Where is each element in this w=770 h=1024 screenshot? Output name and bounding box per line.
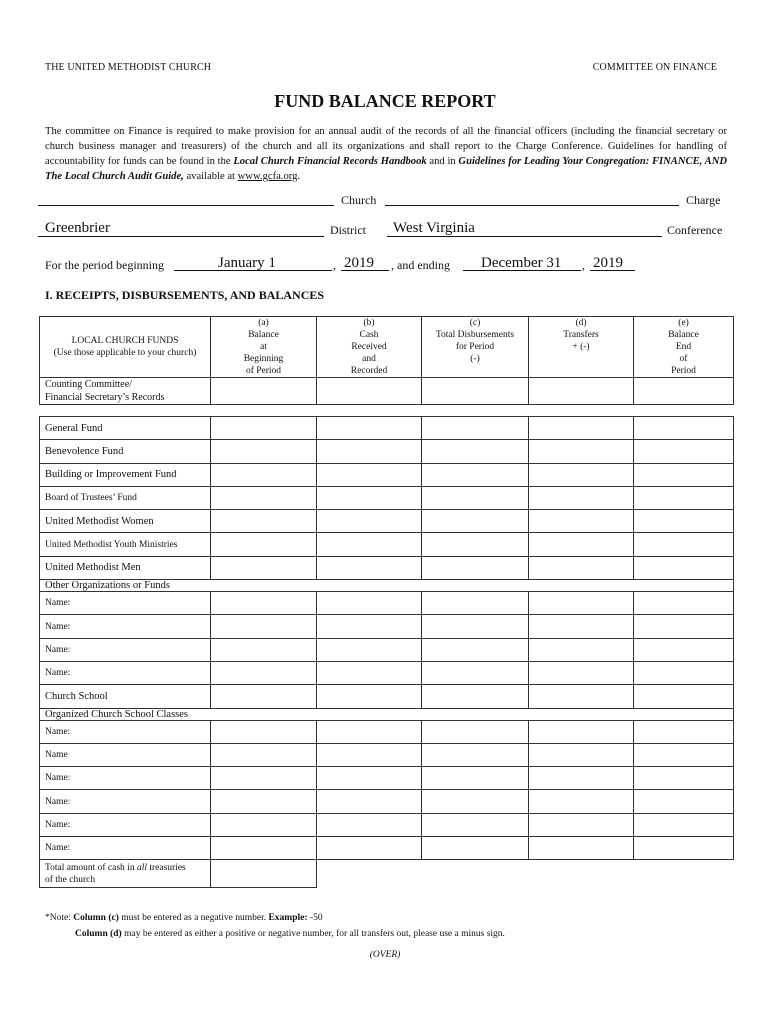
total-row [40, 860, 734, 888]
fund-name: Name: [40, 720, 211, 743]
fund-name: Name: [40, 615, 211, 638]
cell-input[interactable] [529, 486, 634, 509]
col-e-line: Balance [668, 330, 699, 340]
cell-input[interactable] [317, 615, 422, 638]
cell-input[interactable] [211, 767, 317, 790]
cell-input[interactable] [211, 813, 317, 836]
cell-input[interactable] [211, 685, 317, 708]
handbook-title: Local Church Financial Records Handbook [233, 156, 427, 167]
total-blank [317, 860, 734, 888]
end-date-value[interactable]: December 31 [481, 255, 562, 271]
cell-input[interactable] [634, 556, 734, 579]
column-a-header [211, 317, 317, 378]
charge-label: Charge [686, 193, 721, 207]
cell-input[interactable] [422, 556, 529, 579]
cell-input[interactable] [422, 767, 529, 790]
fund-name: Name: [40, 638, 211, 661]
cell-input[interactable] [317, 486, 422, 509]
cell-input[interactable] [529, 767, 634, 790]
fund-name: Other Organizations or Funds [40, 580, 734, 592]
other-orgs-subheader [40, 580, 734, 592]
table-row [40, 533, 734, 556]
cell-input[interactable] [317, 720, 422, 743]
col-a-line: at [260, 342, 267, 352]
col-b-line: Received [351, 342, 387, 352]
cell-input[interactable] [211, 615, 317, 638]
col-c-line: Total Disbursements [435, 330, 515, 340]
cell-input[interactable] [634, 813, 734, 836]
fund-name: Name: [40, 790, 211, 813]
cell-input[interactable] [422, 743, 529, 766]
cell-input[interactable] [529, 720, 634, 743]
cell-input[interactable] [529, 556, 634, 579]
table-row [40, 510, 734, 533]
cell-input[interactable] [634, 615, 734, 638]
fund-name: United Methodist Men [40, 556, 211, 579]
begin-year-value[interactable]: 2019 [344, 255, 374, 271]
col-a-line: Beginning [243, 354, 284, 364]
col-b-line: Recorded [350, 366, 388, 376]
cell-input[interactable] [317, 463, 422, 486]
note-line-1 [45, 913, 323, 923]
cell-input[interactable] [529, 638, 634, 661]
cell-input[interactable] [317, 556, 422, 579]
fund-name: Name: [40, 813, 211, 836]
district-label: District [330, 223, 366, 237]
column-c-header [422, 317, 529, 378]
cell-input[interactable] [211, 592, 317, 615]
cell-input[interactable] [422, 533, 529, 556]
cell-input[interactable] [634, 767, 734, 790]
local-funds-header-line-1: LOCAL CHURCH FUNDS [71, 336, 179, 346]
comma-1: , [333, 258, 336, 272]
table-row [40, 486, 734, 509]
cell-input[interactable] [317, 417, 422, 440]
col-d-line: + (-) [572, 342, 590, 352]
intro-paragraph [45, 124, 727, 184]
comma-2: , [582, 258, 585, 272]
cell-input[interactable] [422, 638, 529, 661]
total-text-3: of the church [45, 874, 96, 885]
cell-input[interactable] [211, 510, 317, 533]
table-row [40, 743, 734, 766]
cell-input[interactable] [422, 463, 529, 486]
begin-date-value[interactable]: January 1 [218, 255, 276, 271]
cell-input[interactable] [317, 592, 422, 615]
section-title: I. RECEIPTS, DISBURSEMENTS, AND BALANCES [45, 288, 325, 302]
cell-input[interactable] [211, 533, 317, 556]
guidelines-title: Guidelines for Leading Your Congregation: FINANCE, AND The Local Church Audit Guide, [45, 156, 728, 182]
charge-field[interactable] [385, 205, 679, 206]
cell-input[interactable] [422, 486, 529, 509]
cell-input[interactable] [211, 661, 317, 684]
intro-text-3: available at [183, 171, 238, 182]
cell-input[interactable] [634, 378, 734, 405]
cell-input[interactable] [634, 720, 734, 743]
cell-input[interactable] [634, 440, 734, 463]
page-title: FUND BALANCE REPORT [274, 91, 496, 111]
col-c-line: (c) [469, 318, 481, 328]
cell-input[interactable] [634, 486, 734, 509]
col-e-line: End [675, 342, 692, 352]
funds-table-rows [40, 417, 734, 888]
column-b-header [317, 317, 422, 378]
cell-input[interactable] [529, 417, 634, 440]
period-label: For the period beginning [45, 258, 164, 272]
cell-input[interactable] [634, 533, 734, 556]
cell-input[interactable] [529, 743, 634, 766]
cell-input[interactable] [529, 813, 634, 836]
cell-input[interactable] [211, 378, 317, 405]
total-text-all: all [136, 862, 147, 873]
fund-name: Organized Church School Classes [40, 708, 734, 720]
table-row [40, 720, 734, 743]
fund-name: Board of Trustees’ Fund [40, 486, 211, 509]
cell-input[interactable] [634, 638, 734, 661]
church-label: Church [341, 193, 377, 207]
fund-name: Name: [40, 767, 211, 790]
table-row [40, 615, 734, 638]
cell-input[interactable] [422, 440, 529, 463]
total-text-1: Total amount of cash in [45, 862, 137, 873]
district-value[interactable]: Greenbrier [45, 220, 110, 236]
fund-name: United Methodist Women [40, 510, 211, 533]
cell-input[interactable] [317, 638, 422, 661]
col-a-line: Balance [248, 330, 279, 340]
fund-name: Building or Improvement Fund [40, 463, 211, 486]
cell-input[interactable] [317, 767, 422, 790]
counting-committee-row [40, 378, 734, 405]
table-row [40, 837, 734, 860]
cell-input[interactable] [422, 417, 529, 440]
column-e-header [634, 317, 734, 378]
note-mid: must be entered as a negative number. [118, 913, 269, 923]
cell-input[interactable] [634, 790, 734, 813]
cell-input[interactable] [211, 860, 317, 888]
cell-input[interactable] [634, 685, 734, 708]
church-field[interactable] [38, 205, 334, 206]
funds-table-header [39, 316, 734, 405]
cell-input[interactable] [317, 510, 422, 533]
cell-input[interactable] [211, 463, 317, 486]
table-row [40, 440, 734, 463]
cell-input[interactable] [317, 685, 422, 708]
church-school-subheader [40, 708, 734, 720]
cell-input[interactable] [422, 685, 529, 708]
fund-name: Name: [40, 592, 211, 615]
cell-input[interactable] [634, 592, 734, 615]
col-e-line: of [679, 354, 688, 364]
cell-input[interactable] [422, 790, 529, 813]
cell-input[interactable] [211, 790, 317, 813]
cell-input[interactable] [634, 837, 734, 860]
cell-input[interactable] [422, 592, 529, 615]
cell-input[interactable] [211, 638, 317, 661]
fund-name: Name [40, 743, 211, 766]
cell-input[interactable] [317, 533, 422, 556]
table-row [40, 685, 734, 708]
cell-input[interactable] [529, 510, 634, 533]
cell-input[interactable] [634, 463, 734, 486]
cell-input[interactable] [317, 661, 422, 684]
cell-input[interactable] [211, 837, 317, 860]
total-label [40, 860, 211, 888]
end-year-value[interactable]: 2019 [593, 255, 623, 271]
fund-name: Church School [40, 685, 211, 708]
cell-input[interactable] [317, 813, 422, 836]
cell-input[interactable] [317, 440, 422, 463]
table-row [40, 638, 734, 661]
col-b-line: (b) [363, 318, 375, 328]
cell-input[interactable] [211, 486, 317, 509]
table-row [40, 463, 734, 486]
cell-input[interactable] [529, 378, 634, 405]
table-row [40, 661, 734, 684]
cell-input[interactable] [529, 685, 634, 708]
gcfa-link[interactable]: www.gcfa.org [237, 171, 298, 182]
intro-text-2: and in [426, 156, 459, 167]
fund-name: Benevolence Fund [40, 440, 211, 463]
column-d-header [529, 317, 634, 378]
table-row [40, 767, 734, 790]
total-text-2: treasuries [146, 862, 186, 873]
cell-input[interactable] [422, 510, 529, 533]
cell-input[interactable] [634, 661, 734, 684]
cell-input[interactable] [317, 790, 422, 813]
table-row [40, 790, 734, 813]
cell-input[interactable] [529, 592, 634, 615]
fund-name: Name: [40, 661, 211, 684]
counting-committee-label [40, 378, 211, 405]
cell-input[interactable] [422, 378, 529, 405]
col-c-line: (-) [470, 354, 480, 364]
col-a-line: of Period [245, 366, 282, 376]
local-funds-header [40, 317, 211, 378]
table-row [40, 813, 734, 836]
col-d-line: (d) [575, 318, 587, 328]
cell-input[interactable] [422, 720, 529, 743]
header-left: THE UNITED METHODIST CHURCH [45, 62, 212, 73]
cell-input[interactable] [422, 661, 529, 684]
fund-name: United Methodist Youth Ministries [40, 533, 211, 556]
cell-input[interactable] [211, 440, 317, 463]
cell-input[interactable] [529, 533, 634, 556]
note-col-c: Column (c) [73, 913, 119, 923]
cell-input[interactable] [211, 720, 317, 743]
col-d-line: Transfers [563, 330, 599, 340]
col-b-line: Cash [359, 330, 379, 340]
counting-line-1: Counting Committee/ [45, 379, 132, 390]
note-col-d: Column (d) [75, 929, 122, 939]
cell-input[interactable] [422, 837, 529, 860]
col-b-line: and [362, 354, 376, 364]
cell-input[interactable] [422, 813, 529, 836]
cell-input[interactable] [422, 615, 529, 638]
table-row [40, 417, 734, 440]
header-right: COMMITTEE ON FINANCE [592, 62, 717, 73]
funds-table-body [39, 416, 734, 888]
intro-text-1: The committee on Finance is required to make provision for an annual audit of the records of all the financial officers (including the financial secretary or church business manager and treasurers) of the church and all its organizations and shall report to the Charge Conference. Guidelines for handling of accountability for funds can be found in the [45, 126, 727, 167]
cell-input[interactable] [317, 837, 422, 860]
cell-input[interactable] [317, 378, 422, 405]
fund-name: General Fund [40, 417, 211, 440]
cell-input[interactable] [634, 417, 734, 440]
note-example-value: -50 [307, 913, 323, 923]
counting-line-2: Financial Secretary’s Records [45, 392, 165, 403]
intro-text-4: . [297, 171, 301, 182]
cell-input[interactable] [634, 510, 734, 533]
local-funds-header-line-2: (Use those applicable to your church) [53, 348, 197, 358]
cell-input[interactable] [529, 440, 634, 463]
conference-label: Conference [667, 223, 723, 237]
over-footer: (OVER) [369, 950, 401, 960]
col-a-line: (a) [258, 318, 269, 328]
cell-input[interactable] [529, 661, 634, 684]
col-e-line: Period [671, 366, 696, 376]
conference-value[interactable]: West Virginia [393, 220, 475, 236]
ending-label: , and ending [391, 258, 450, 272]
cell-input[interactable] [529, 837, 634, 860]
cell-input[interactable] [529, 463, 634, 486]
col-e-line: (e) [678, 318, 689, 328]
cell-input[interactable] [529, 615, 634, 638]
table-row [40, 592, 734, 615]
cell-input[interactable] [634, 743, 734, 766]
cell-input[interactable] [211, 417, 317, 440]
note-line-2 [75, 929, 505, 939]
table-row [40, 556, 734, 579]
cell-input[interactable] [211, 743, 317, 766]
col-c-line: for Period [455, 342, 495, 352]
note2-rest: may be entered as either a positive or negative number, for all transfers out, please use a minus sign. [121, 929, 505, 939]
cell-input[interactable] [211, 556, 317, 579]
note-prefix: *Note: [45, 913, 74, 923]
cell-input[interactable] [529, 790, 634, 813]
note-example-label: Example: [268, 913, 308, 923]
cell-input[interactable] [317, 743, 422, 766]
fund-name: Name: [40, 837, 211, 860]
